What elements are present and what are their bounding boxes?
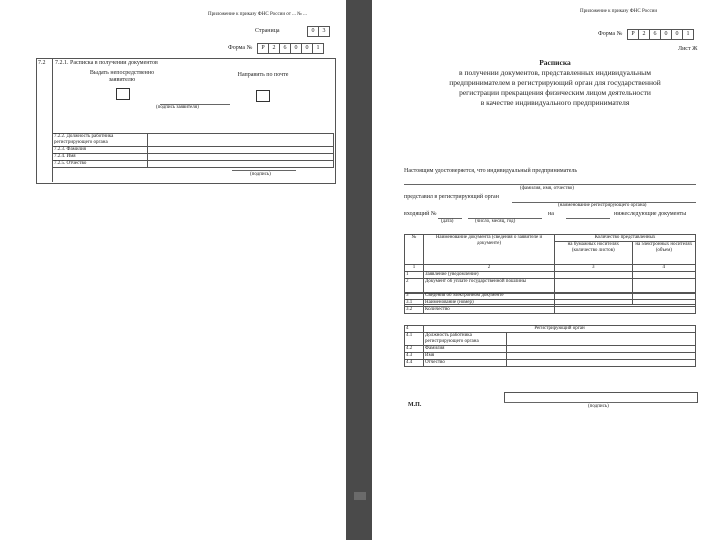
intro-text: Настоящим удостоверяется, что индивидуальный предприниматель — [404, 168, 578, 174]
title-line: регистрации прекращения физическим лицом деятельности — [459, 88, 651, 97]
table-row — [405, 307, 696, 314]
right-form-cells — [628, 29, 694, 40]
row-value[interactable] — [507, 360, 696, 367]
row-name: Заявление (уведомление) — [424, 272, 555, 279]
row-num: 3.2 — [405, 307, 424, 314]
fio-line — [404, 184, 696, 185]
table-row — [53, 161, 334, 168]
row-name: Документ об уплате государственной пошлины — [424, 279, 555, 294]
sign-line — [504, 402, 696, 403]
form-cell: 0 — [301, 43, 313, 54]
row-value[interactable] — [148, 154, 334, 161]
form-cell: 2 — [268, 43, 280, 54]
column-number: 4 — [632, 265, 695, 272]
option-issue-label: Выдать непосредственно заявителю — [89, 70, 155, 83]
table-row — [405, 360, 696, 367]
fio-caption: (фамилия, имя, отчество) — [520, 186, 574, 191]
row-value[interactable] — [148, 161, 334, 168]
option-mail-label: Направить по почте — [237, 72, 289, 78]
form-cell: 0 — [290, 43, 302, 54]
column-number: 1 — [405, 265, 424, 272]
form-cell: 1 — [682, 29, 694, 40]
row-name: Должность работника регистрирующего органа — [424, 333, 507, 346]
row-value[interactable] — [507, 353, 696, 360]
page-cell: 0 — [307, 26, 319, 37]
table-row — [53, 134, 334, 147]
col-paper-header: на бумажных носителях (количество листов) — [555, 242, 633, 265]
receipt-title — [410, 58, 700, 108]
section3-number: 3 — [405, 293, 424, 300]
section-number: 7.2 — [38, 60, 46, 66]
stamp-label: М.П. — [408, 402, 422, 408]
form-cell: 2 — [638, 29, 650, 40]
row-label: 7.2.4. Имя — [53, 154, 148, 161]
section4-title: Регистрирующий орган — [424, 326, 696, 333]
sign-caption: (подпись заявителя) — [156, 105, 199, 110]
row-value[interactable] — [148, 134, 334, 147]
row-value[interactable] — [555, 300, 696, 307]
row-num: 4.2 — [405, 346, 424, 353]
table-row — [53, 147, 334, 154]
date-caption: (дата) — [441, 219, 454, 224]
row-name: Отчество — [424, 360, 507, 367]
row-label: 7.2.5. Отчество — [53, 161, 148, 168]
form-cell: Р — [627, 29, 639, 40]
registrar-table — [404, 325, 696, 367]
table-row — [53, 154, 334, 161]
left-registrar-table — [52, 133, 334, 168]
reg-caption: нижеследующие документы — [614, 211, 687, 217]
row-num: 4.3 — [405, 353, 424, 360]
column-number: 3 — [555, 265, 633, 272]
left-form-cells — [258, 43, 324, 54]
row-value[interactable] — [507, 333, 696, 346]
form-cell: 6 — [649, 29, 661, 40]
copies-line — [566, 218, 610, 219]
option-issue-checkbox[interactable] — [116, 88, 130, 100]
date-caption-2: (число, месяц, год) — [475, 219, 516, 224]
row-paper-cell[interactable] — [555, 272, 633, 279]
section-title: 7.2.1. Расписка в получении документов — [55, 60, 158, 66]
form-cell: 0 — [660, 29, 672, 40]
row-label: 7.2.2. Должность работника регистрирующего органа — [53, 134, 148, 147]
page-number-cells — [308, 26, 330, 37]
row-num: 3.1 — [405, 300, 424, 307]
section-header-row — [405, 326, 696, 333]
form-cell: 6 — [279, 43, 291, 54]
row-name: Количество — [424, 307, 555, 314]
incoming-label: входящий № — [404, 211, 437, 217]
section4-number: 4 — [405, 326, 424, 333]
section3-value — [555, 293, 696, 300]
row-label: 7.2.3. Фамилия — [53, 147, 148, 154]
section3-title: Сведения об электронном документе — [424, 293, 555, 300]
page-cell: 3 — [318, 26, 330, 37]
org-caption: (наименование регистрирующего органа) — [558, 203, 647, 208]
row-name: Наименование (номер) — [424, 300, 555, 307]
row-value[interactable] — [555, 307, 696, 314]
section-header-row — [405, 293, 696, 300]
col-count-header: Количество представленных — [555, 235, 696, 242]
row-num: 1 — [405, 272, 424, 279]
table-row — [405, 300, 696, 307]
col-num-header: № — [405, 235, 424, 265]
table-row — [405, 272, 696, 279]
right-sign-caption: (подпись) — [588, 404, 609, 409]
right-form-label: Форма № — [598, 31, 623, 37]
left-header-note: Приложение к приказу ФНС России от ... № ... — [208, 12, 307, 17]
row-name: Имя — [424, 353, 507, 360]
signature-line — [232, 170, 296, 171]
copies-label: на — [548, 211, 554, 217]
col-name-header: Наименование документа (сведения о заявителе и документе) — [424, 235, 555, 265]
column-number-row — [405, 265, 696, 272]
form-cell: 0 — [671, 29, 683, 40]
table-header-row — [405, 235, 696, 242]
title-line: Расписка — [539, 58, 571, 67]
col-electronic-header: на электронных носителях (объем) — [632, 242, 695, 265]
page-divider — [346, 0, 372, 540]
title-line: в получении документов, представленных индивидуальным — [459, 68, 651, 77]
table-row — [405, 346, 696, 353]
option-mail-checkbox[interactable] — [256, 90, 270, 102]
signature-caption: (подпись) — [250, 172, 271, 177]
sheet-label: Лист Ж — [678, 46, 698, 52]
table-row — [405, 353, 696, 360]
row-num: 4.1 — [405, 333, 424, 346]
table-row — [405, 333, 696, 346]
row-name: Фамилия — [424, 346, 507, 353]
title-line: в качестве индивидуального предпринимателя — [480, 98, 630, 107]
title-line: предпринимателем в регистрирующий орган для государственной — [449, 78, 661, 87]
row-value[interactable] — [148, 147, 334, 154]
electronic-doc-table — [404, 292, 696, 314]
form-cell: Р — [257, 43, 269, 54]
column-number: 2 — [424, 265, 555, 272]
row-num: 2 — [405, 279, 424, 294]
left-form-label: Форма № — [228, 45, 253, 51]
row-num: 4.4 — [405, 360, 424, 367]
row-value[interactable] — [507, 346, 696, 353]
right-header-note: Приложение к приказу ФНС России — [580, 9, 658, 14]
row-electronic-cell[interactable] — [632, 272, 695, 279]
page-label: Страница — [255, 28, 280, 34]
submitted-label: представил в регистрирующий орган — [404, 194, 499, 200]
form-cell: 1 — [312, 43, 324, 54]
